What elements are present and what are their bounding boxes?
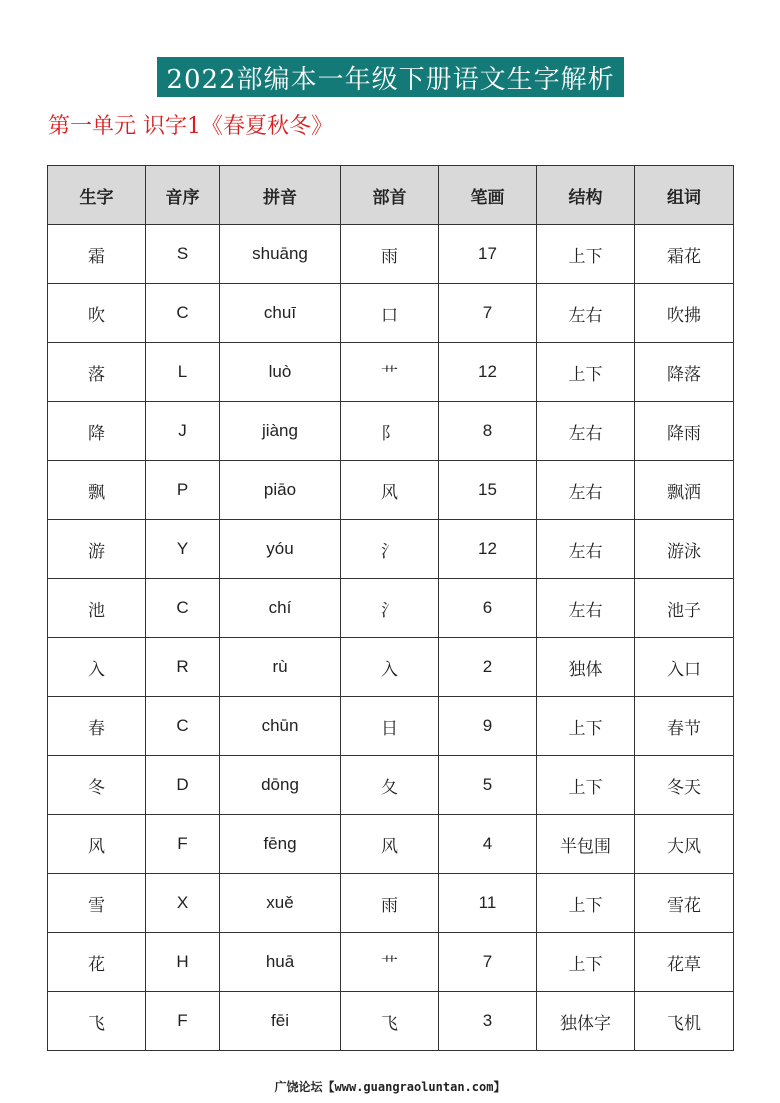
cell-strokes: 7 — [439, 933, 537, 992]
cell-radical: 艹 — [341, 933, 439, 992]
cell-strokes: 11 — [439, 874, 537, 933]
table-row — [48, 343, 734, 402]
table-row — [48, 933, 734, 992]
cell-character: 雪 — [48, 874, 146, 933]
cell-radical: 氵 — [341, 579, 439, 638]
cell-pinyin: xuě — [220, 874, 341, 933]
cell-pinyin: fēi — [220, 992, 341, 1051]
cell-pinyin: shuāng — [220, 225, 341, 284]
cell-word: 飘洒 — [635, 461, 734, 520]
table-row — [48, 874, 734, 933]
cell-radical: 风 — [341, 815, 439, 874]
cell-index-letter: Y — [146, 520, 220, 579]
cell-radical: 氵 — [341, 520, 439, 579]
cell-structure: 左右 — [537, 461, 635, 520]
header-word: 组词 — [635, 166, 734, 225]
table-row — [48, 402, 734, 461]
cell-structure: 左右 — [537, 579, 635, 638]
table-header-row — [48, 166, 734, 225]
cell-character: 花 — [48, 933, 146, 992]
cell-character: 飘 — [48, 461, 146, 520]
cell-structure: 上下 — [537, 697, 635, 756]
table-row — [48, 284, 734, 343]
header-pinyin: 拼音 — [220, 166, 341, 225]
cell-pinyin: chí — [220, 579, 341, 638]
cell-word: 霜花 — [635, 225, 734, 284]
cell-character: 落 — [48, 343, 146, 402]
cell-strokes: 5 — [439, 756, 537, 815]
table-row — [48, 520, 734, 579]
cell-structure: 左右 — [537, 520, 635, 579]
cell-pinyin: yóu — [220, 520, 341, 579]
cell-word: 大风 — [635, 815, 734, 874]
cell-radical: 阝 — [341, 402, 439, 461]
cell-strokes: 7 — [439, 284, 537, 343]
cell-strokes: 4 — [439, 815, 537, 874]
page-title: 2022部编本一年级下册语文生字解析 — [157, 57, 624, 97]
cell-index-letter: L — [146, 343, 220, 402]
cell-strokes: 8 — [439, 402, 537, 461]
header-index-letter: 音序 — [146, 166, 220, 225]
cell-index-letter: P — [146, 461, 220, 520]
cell-radical: 风 — [341, 461, 439, 520]
cell-pinyin: rù — [220, 638, 341, 697]
table-row — [48, 638, 734, 697]
cell-strokes: 12 — [439, 520, 537, 579]
cell-structure: 独体 — [537, 638, 635, 697]
cell-pinyin: huā — [220, 933, 341, 992]
header-radical: 部首 — [341, 166, 439, 225]
cell-radical: 日 — [341, 697, 439, 756]
cell-structure: 半包围 — [537, 815, 635, 874]
cell-pinyin: piāo — [220, 461, 341, 520]
header-structure: 结构 — [537, 166, 635, 225]
cell-index-letter: D — [146, 756, 220, 815]
cell-character: 吹 — [48, 284, 146, 343]
cell-word: 降雨 — [635, 402, 734, 461]
cell-character: 游 — [48, 520, 146, 579]
cell-pinyin: luò — [220, 343, 341, 402]
cell-pinyin: chūn — [220, 697, 341, 756]
cell-word: 冬天 — [635, 756, 734, 815]
cell-structure: 上下 — [537, 933, 635, 992]
cell-structure: 左右 — [537, 284, 635, 343]
cell-radical: 艹 — [341, 343, 439, 402]
cell-strokes: 17 — [439, 225, 537, 284]
cell-index-letter: R — [146, 638, 220, 697]
cell-word: 春节 — [635, 697, 734, 756]
cell-index-letter: C — [146, 284, 220, 343]
cell-character: 降 — [48, 402, 146, 461]
table-row — [48, 992, 734, 1051]
cell-radical: 雨 — [341, 225, 439, 284]
cell-word: 吹拂 — [635, 284, 734, 343]
cell-pinyin: jiàng — [220, 402, 341, 461]
cell-structure: 上下 — [537, 343, 635, 402]
cell-index-letter: C — [146, 697, 220, 756]
cell-character: 冬 — [48, 756, 146, 815]
cell-strokes: 6 — [439, 579, 537, 638]
cell-word: 降落 — [635, 343, 734, 402]
cell-word: 飞机 — [635, 992, 734, 1051]
cell-radical: 夂 — [341, 756, 439, 815]
cell-character: 飞 — [48, 992, 146, 1051]
cell-character: 风 — [48, 815, 146, 874]
cell-index-letter: J — [146, 402, 220, 461]
cell-pinyin: fēng — [220, 815, 341, 874]
cell-character: 入 — [48, 638, 146, 697]
unit-subtitle: 第一单元 识字1《春夏秋冬》 — [48, 114, 333, 139]
cell-structure: 上下 — [537, 225, 635, 284]
cell-word: 入口 — [635, 638, 734, 697]
cell-structure: 独体字 — [537, 992, 635, 1051]
cell-word: 花草 — [635, 933, 734, 992]
cell-character: 春 — [48, 697, 146, 756]
table-row — [48, 697, 734, 756]
cell-structure: 上下 — [537, 874, 635, 933]
cell-word: 雪花 — [635, 874, 734, 933]
table-row — [48, 579, 734, 638]
cell-strokes: 2 — [439, 638, 537, 697]
table-row — [48, 815, 734, 874]
cell-radical: 雨 — [341, 874, 439, 933]
cell-pinyin: chuī — [220, 284, 341, 343]
cell-index-letter: H — [146, 933, 220, 992]
footer-credit: 广饶论坛【www.guangraoluntan.com】 — [274, 1080, 506, 1094]
cell-radical: 入 — [341, 638, 439, 697]
cell-character: 霜 — [48, 225, 146, 284]
cell-word: 池子 — [635, 579, 734, 638]
cell-index-letter: X — [146, 874, 220, 933]
cell-strokes: 12 — [439, 343, 537, 402]
cell-index-letter: S — [146, 225, 220, 284]
cell-index-letter: C — [146, 579, 220, 638]
character-table — [47, 165, 734, 1051]
table-row — [48, 756, 734, 815]
header-strokes: 笔画 — [439, 166, 537, 225]
cell-index-letter: F — [146, 815, 220, 874]
header-character: 生字 — [48, 166, 146, 225]
cell-character: 池 — [48, 579, 146, 638]
cell-strokes: 3 — [439, 992, 537, 1051]
cell-radical: 口 — [341, 284, 439, 343]
table-row — [48, 225, 734, 284]
cell-structure: 左右 — [537, 402, 635, 461]
table-body — [48, 225, 734, 1051]
cell-radical: 飞 — [341, 992, 439, 1051]
cell-index-letter: F — [146, 992, 220, 1051]
table-row — [48, 461, 734, 520]
cell-structure: 上下 — [537, 756, 635, 815]
cell-word: 游泳 — [635, 520, 734, 579]
cell-strokes: 9 — [439, 697, 537, 756]
cell-strokes: 15 — [439, 461, 537, 520]
cell-pinyin: dōng — [220, 756, 341, 815]
